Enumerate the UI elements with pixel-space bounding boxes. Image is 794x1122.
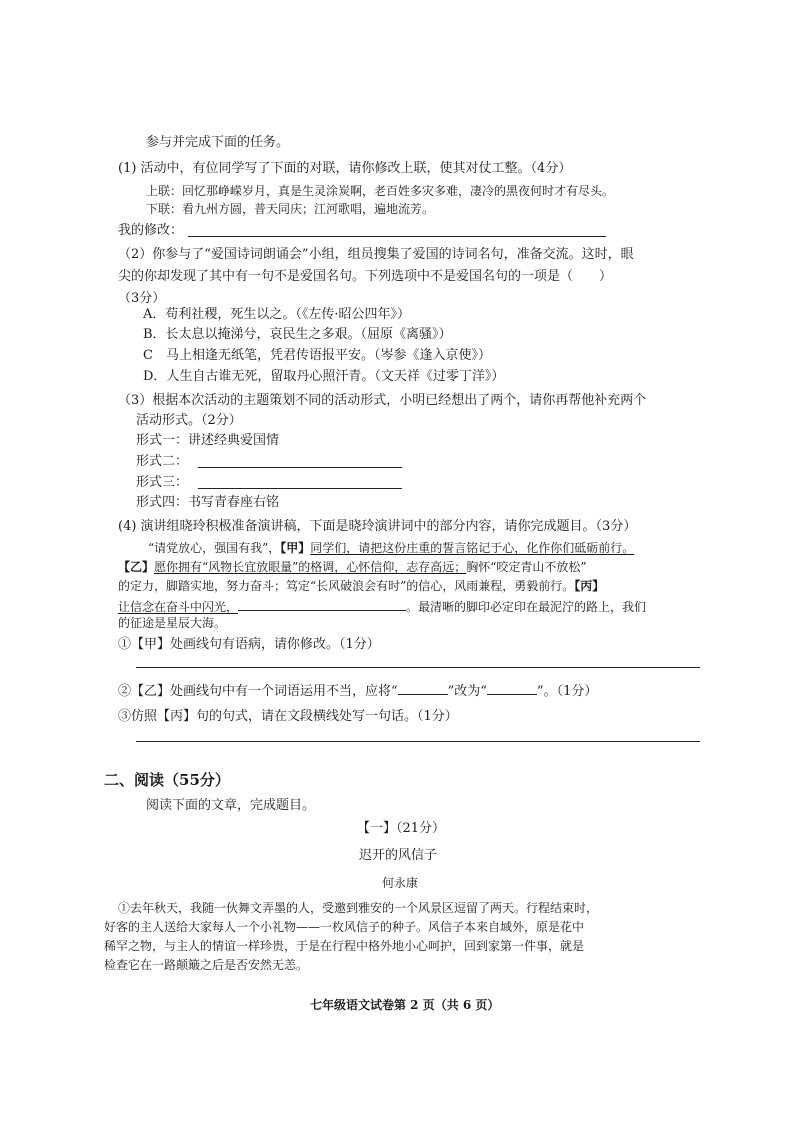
marker-jia: 【甲】 bbox=[280, 541, 311, 555]
speech-line-2 bbox=[118, 558, 587, 576]
reading-instruction: 阅读下面的文章，完成题目。 bbox=[146, 798, 316, 813]
subquestion-3-answer-line[interactable] bbox=[136, 741, 700, 742]
passage-title: 迟开的风信子 bbox=[359, 848, 438, 863]
speech-line-5: 的征途是星辰大海。 bbox=[118, 616, 227, 630]
speech-yi-rest: 胸怀“咬定青山不放松” bbox=[466, 560, 587, 574]
option-a: A．苟利社稷，死生以之。（《左传·昭公四年》） bbox=[143, 307, 411, 322]
speech-line-3 bbox=[118, 577, 604, 595]
subquestion-2 bbox=[118, 680, 597, 701]
speech-line-1 bbox=[148, 539, 634, 557]
passage-section-label: 【一】（21分） bbox=[357, 821, 446, 836]
speech-yi-underlined: 愿你拥有“风物长宜放眼量”的格调，心怀信仰，志存高远； bbox=[154, 560, 467, 574]
passage-line-2: 好客的主人送给大家每人一个小礼物——一枚风信子的种子。风信子本来自域外，原是花中 bbox=[104, 920, 585, 934]
form-two-label: 形式二： bbox=[136, 454, 189, 469]
couplet-upper: 上联：回忆那峥嵘岁月，真是生灵涂炭啊，老百姓多灾多难，凄冷的黑夜何时才有尽头。 bbox=[146, 184, 615, 198]
speech-after-blank: 。最清晰的脚印必定印在最泥泞的路上，我们 bbox=[406, 600, 647, 614]
question-2-score: （3分） bbox=[118, 291, 166, 306]
speech-blank[interactable] bbox=[238, 596, 406, 611]
subquestion-3: ③仿照【丙】句的句式，请在文段横线处写一句话。（1分） bbox=[118, 709, 458, 724]
passage-line-4: 检查它在一路颠簸之后是否安然无恙。 bbox=[104, 958, 309, 972]
speech-middle: 的定力，脚踏实地，努力奋斗；笃定“长风破浪会有时”的信心，风雨兼程，勇毅前行。 bbox=[118, 579, 575, 593]
option-b: B．长太息以掩涕兮，哀民生之多艰。（屈原《离骚》） bbox=[143, 327, 452, 342]
subquestion-1-answer-line[interactable] bbox=[136, 667, 700, 668]
passage-line-1: ①去年秋天，我随一伙舞文弄墨的人，受邀到雅安的一个风景区逗留了两天。行程结束时， bbox=[118, 901, 599, 915]
form-two-line[interactable] bbox=[198, 467, 402, 468]
couplet-lower: 下联：看九州方圆，普天同庆；江河歌唱，遍地流芳。 bbox=[146, 202, 435, 216]
subquestion-2-c: ”。（1分） bbox=[536, 684, 598, 699]
subquestion-2-a: ②【乙】处画线句中有一个词语运用不当，应将“ bbox=[118, 684, 398, 699]
form-four: 形式四：书写青春座右铭 bbox=[136, 495, 280, 510]
form-three-line[interactable] bbox=[198, 488, 402, 489]
question-3-prompt-line2: 活动形式。（2分） bbox=[136, 413, 242, 428]
option-c: C 马上相逢无纸笔，凭君传语报平安。（岑参《逢入京使》） bbox=[143, 348, 491, 363]
subquestion-1: ①【甲】处画线句有语病，请你修改。（1分） bbox=[118, 637, 380, 652]
speech-line-4 bbox=[118, 596, 646, 616]
subquestion-2-b: ”改为“ bbox=[447, 684, 487, 699]
question-4-prompt: (4) 演讲组晓玲积极准备演讲稿，下面是晓玲演讲词中的部分内容，请你完成题目。（3分） bbox=[118, 519, 637, 534]
passage-author: 何永康 bbox=[382, 876, 419, 890]
option-d: D．人生自古谁无死，留取丹心照汗青。（文天祥《过零丁洋》） bbox=[143, 369, 505, 384]
speech-bing-underlined: 让信念在奋斗中闪光， bbox=[118, 600, 239, 614]
subquestion-2-blank-2[interactable] bbox=[487, 680, 537, 695]
passage-line-3: 稀罕之物，与主人的情谊一样珍贵，于是在行程中格外地小心呵护，回到家第一件事，就是 bbox=[104, 939, 585, 953]
task-intro: 参与并完成下面的任务。 bbox=[146, 135, 290, 150]
question-2-prompt-line2: 尖的你却发现了其中有一句不是爱国名句。下列选项中不是爱国名句的一项是（ ） bbox=[118, 269, 613, 284]
question-1-prompt: (1) 活动中，有位同学写了下面的对联，请你修改上联，使其对仗工整。（4分） bbox=[118, 161, 572, 176]
speech-opening: “请党放心，强国有我”， bbox=[148, 541, 281, 555]
section-heading: 二、阅读（55分） bbox=[104, 771, 230, 789]
subquestion-2-blank-1[interactable] bbox=[398, 680, 448, 695]
marker-yi: 【乙】 bbox=[118, 560, 155, 574]
answer-line[interactable] bbox=[188, 236, 606, 237]
page-footer: 七年级语文试卷第 2 页（共 6 页） bbox=[310, 998, 500, 1012]
question-2-prompt-line1: （2）你参与了“爱国诗词朗诵会”小组，组员搜集了爱国的诗词名句，准备交流。这时，眼 bbox=[118, 247, 634, 262]
answer-label: 我的修改： bbox=[118, 223, 184, 238]
speech-jia-underlined: 同学们，请把这份庄重的誓言铭记于心，化作你们砥砺前行。 bbox=[310, 541, 635, 555]
form-one: 形式一：讲述经典爱国情 bbox=[136, 433, 280, 448]
question-3-prompt-line1: （3）根据本次活动的主题策划不同的活动形式，小明已经想出了两个，请你再帮他补充两个 bbox=[118, 393, 647, 408]
form-three-label: 形式三： bbox=[136, 475, 189, 490]
marker-bing: 【丙】 bbox=[574, 579, 605, 593]
